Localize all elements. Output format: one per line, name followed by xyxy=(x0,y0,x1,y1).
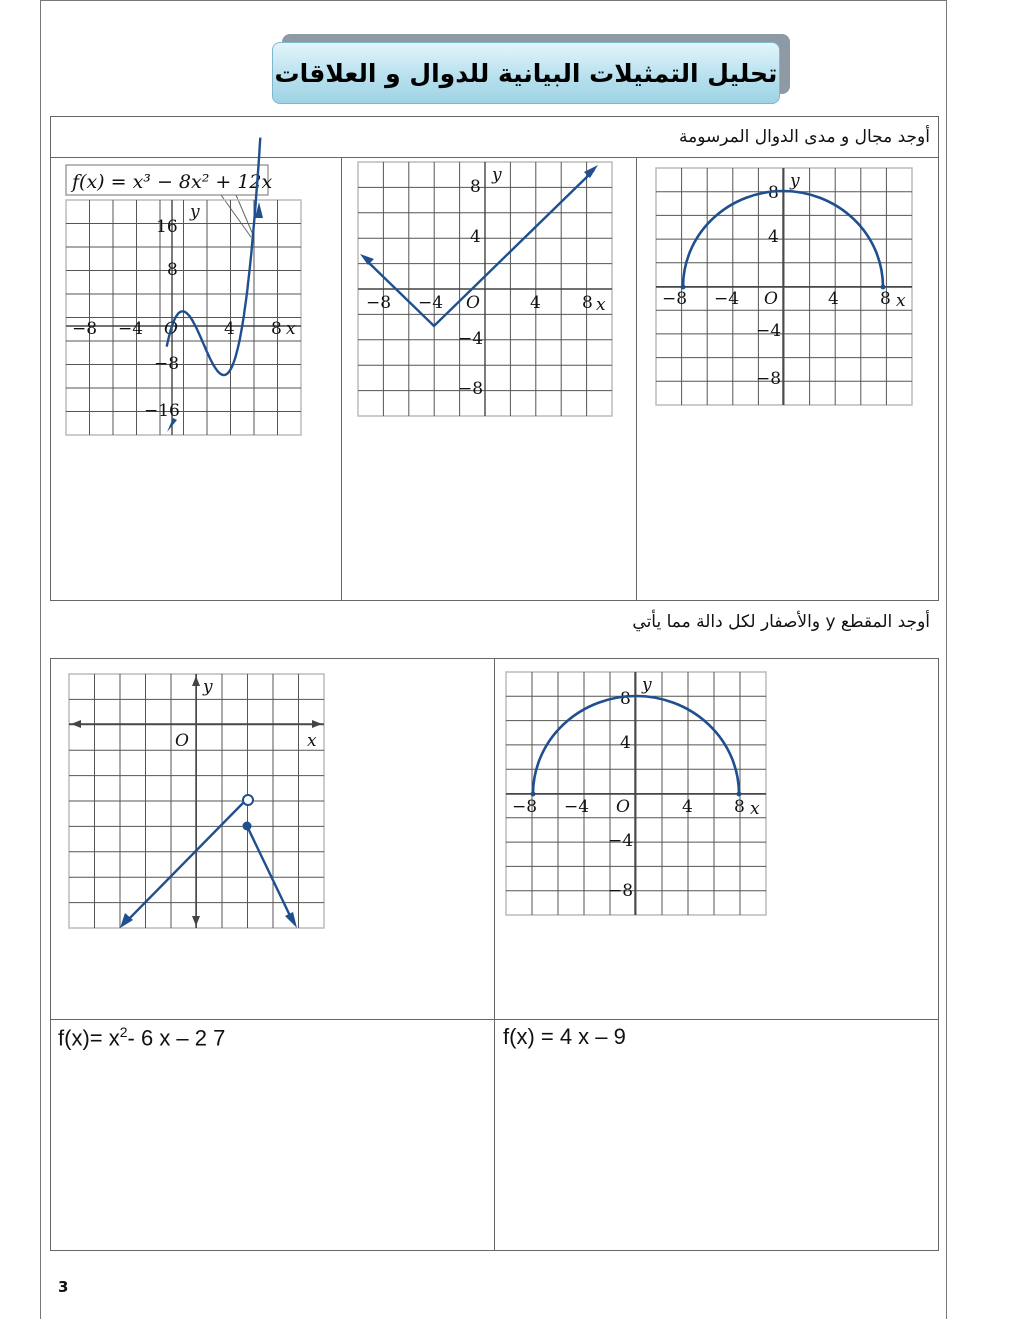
semi2-x-tick-4: 4 xyxy=(682,797,693,817)
piecewise-y-arrow-bottom xyxy=(192,916,200,926)
abs-y-tick-m8: −8 xyxy=(458,379,484,399)
section1-divider xyxy=(50,157,939,158)
semi2-x-tick-m8: −8 xyxy=(512,797,538,817)
semi2-y-tick-8: 8 xyxy=(620,689,631,709)
page-number: 3 xyxy=(58,1278,69,1296)
semi2-endpoint-left xyxy=(531,792,536,797)
semi1-y-label: y xyxy=(790,171,800,191)
cubic-y-tick-8: 8 xyxy=(167,260,178,280)
semi1-origin: O xyxy=(764,289,778,309)
graph-abs xyxy=(358,162,614,418)
cubic-x-label: x xyxy=(286,319,296,339)
piecewise-origin: O xyxy=(175,731,189,751)
graph-semicircle-1 xyxy=(656,168,914,408)
piecewise-x-label: x xyxy=(307,731,317,751)
cubic-label: f(x) = x³ − 8x² + 12x xyxy=(72,171,273,193)
left-equation xyxy=(58,1024,225,1051)
semi2-endpoint-right xyxy=(737,792,742,797)
semi1-y-tick-m8: −8 xyxy=(756,369,782,389)
title-banner xyxy=(272,42,780,104)
semi2-y-tick-m4: −4 xyxy=(608,831,634,851)
semi2-y-tick-m8: −8 xyxy=(608,881,634,901)
semi1-x-tick-4: 4 xyxy=(828,289,839,309)
section1-col-divider-2 xyxy=(636,157,637,601)
section1-instruction: أوجد مجال و مدى الدوال المرسومة xyxy=(678,127,930,147)
semi1-x-label: x xyxy=(896,291,906,311)
piecewise-open-point xyxy=(243,795,253,805)
piecewise-x-arrow-left xyxy=(71,720,81,728)
semi2-x-label: x xyxy=(750,799,760,819)
piecewise-y-arrow-top xyxy=(192,676,200,686)
cubic-y-tick-m8: −8 xyxy=(154,354,180,374)
left-equation-exponent: 2 xyxy=(119,1024,128,1040)
semi2-origin: O xyxy=(616,797,630,817)
semi1-x-tick-m8: −8 xyxy=(662,289,688,309)
graph-cubic xyxy=(66,162,316,442)
piecewise-left-ray xyxy=(124,802,244,924)
semi2-x-tick-m4: −4 xyxy=(564,797,590,817)
abs-x-tick-4: 4 xyxy=(530,293,541,313)
piecewise-arrow-right xyxy=(285,912,297,928)
cubic-x-tick-m8: −8 xyxy=(72,319,98,339)
right-equation: f(x) = 4 x – 9 xyxy=(503,1024,626,1049)
graph-piecewise xyxy=(69,674,327,930)
semi2-y-tick-4: 4 xyxy=(620,733,631,753)
section2-col-divider xyxy=(494,658,495,1251)
cubic-y-tick-m16: −16 xyxy=(144,401,180,421)
cubic-x-tick-4: 4 xyxy=(224,319,235,339)
semi2-x-tick-8: 8 xyxy=(734,797,745,817)
cubic-x-tick-m4: −4 xyxy=(118,319,144,339)
piecewise-x-arrow-right xyxy=(312,720,322,728)
cubic-grid xyxy=(66,200,301,435)
page-title: تحليل التمثيلات البيانية للدوال و العلاقات xyxy=(274,58,778,88)
semi1-y-tick-m4: −4 xyxy=(756,321,782,341)
semi1-endpoint-right xyxy=(881,285,886,290)
cubic-y-label: y xyxy=(190,202,200,222)
section2-row-divider xyxy=(50,1019,939,1020)
semi2-y-label: y xyxy=(642,675,652,695)
abs-origin: O xyxy=(466,293,480,313)
abs-y-tick-4: 4 xyxy=(470,227,481,247)
left-equation-suffix: - 6 x – 2 7 xyxy=(127,1025,226,1051)
abs-y-label: y xyxy=(492,165,502,185)
cubic-y-tick-16: 16 xyxy=(156,217,178,237)
semi1-x-tick-8: 8 xyxy=(880,289,891,309)
abs-x-tick-8: 8 xyxy=(582,293,593,313)
piecewise-closed-point xyxy=(243,822,252,831)
graph-semicircle-2 xyxy=(506,672,768,918)
cubic-origin: O xyxy=(164,319,178,339)
semi1-y-tick-8: 8 xyxy=(768,183,779,203)
section2-instruction: أوجد المقطع y والأصفار لكل دالة مما يأتي xyxy=(632,612,930,632)
semi1-y-tick-4: 4 xyxy=(768,227,779,247)
piecewise-y-label: y xyxy=(203,677,213,697)
semi1-x-tick-m4: −4 xyxy=(714,289,740,309)
semi1-endpoint-left xyxy=(681,285,686,290)
left-equation-prefix: f(x)= x xyxy=(58,1025,120,1051)
abs-x-label: x xyxy=(596,295,606,315)
piecewise-right-ray xyxy=(247,826,293,922)
cubic-x-tick-8: 8 xyxy=(271,319,282,339)
abs-y-tick-m4: −4 xyxy=(458,329,484,349)
abs-y-tick-8: 8 xyxy=(470,177,481,197)
abs-x-tick-m4: −4 xyxy=(418,293,444,313)
abs-x-tick-m8: −8 xyxy=(366,293,392,313)
section1-col-divider-1 xyxy=(341,157,342,601)
